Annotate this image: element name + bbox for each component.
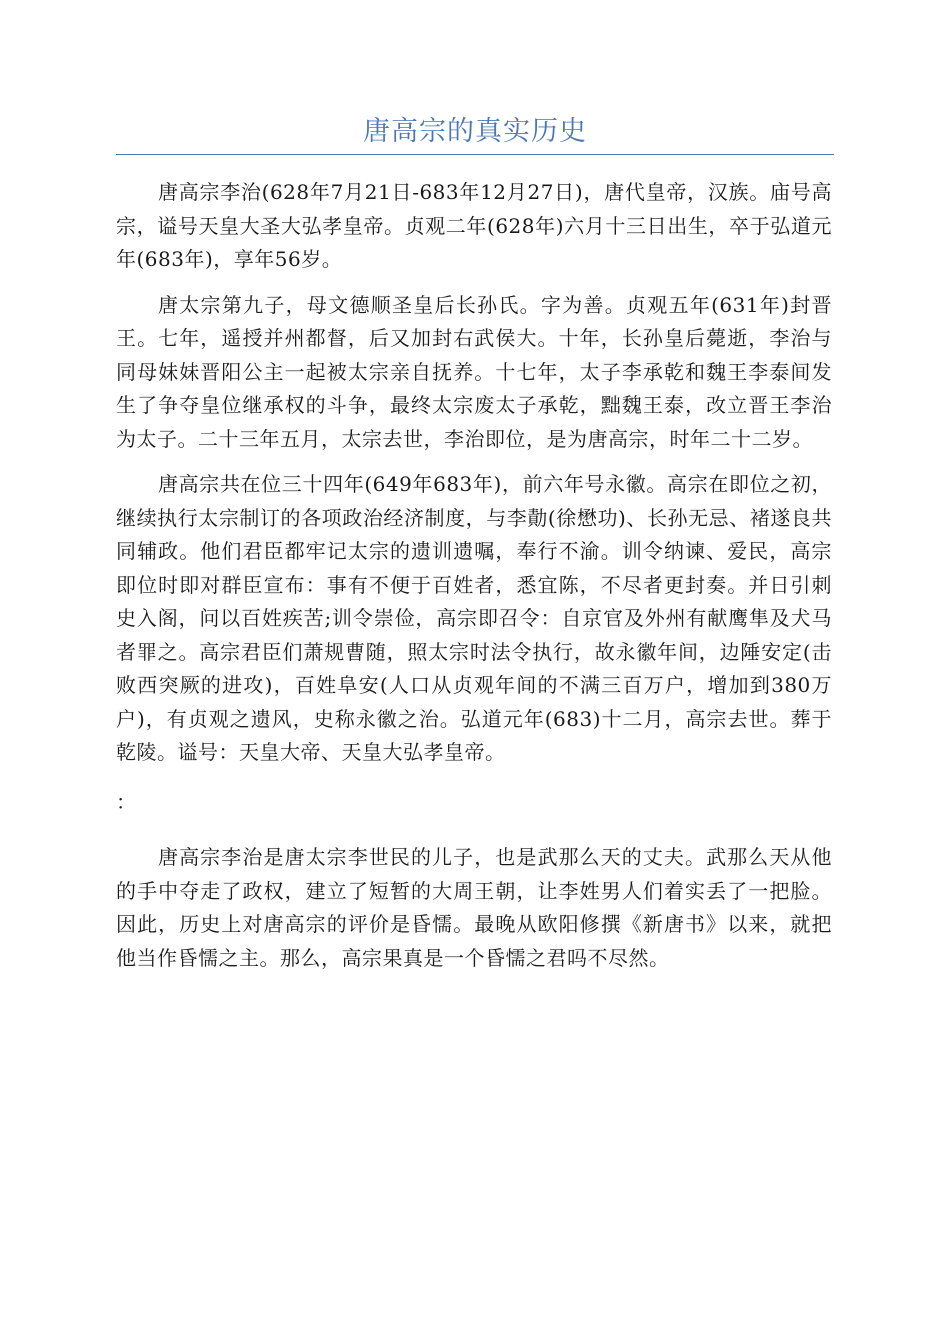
page-title: 唐高宗的真实历史 xyxy=(363,116,587,147)
separator-colon: ： xyxy=(116,789,137,814)
paragraph-3: 唐高宗共在位三十四年(649年683年)，前六年号永徽。高宗在即位之初，继续执行太宗制订的各项政治经济制度，与李勣(徐懋功)、长孙无忌、褚遂良共同辅政。他们君臣都牢记太宗的遗训遗嘱，奉行不渝。训令纳谏、爱民，高宗即位时即对群臣宣布：事有不便于百姓者，悉宜陈，不尽者更封奏。并日引刺史入阁，问以百姓疾苦;训令崇俭，高宗即召令：自京官及外州有献鹰隼及犬马者罪之。高宗君臣们萧规曹随，照太宗时法令执行，故永徽年间，边陲安定(击败西突厥的进攻)，百姓阜安(人口从贞观年间的不满三百万户，增加到380万户)，有贞观之遗风，史称永徽之治。弘道元年(683)十二月，高宗去世。葬于乾陵。谥号：天皇大帝、天皇大弘孝皇帝。 xyxy=(116,472,832,764)
document-body xyxy=(116,176,832,987)
paragraph-1: 唐高宗李治(628年7月21日-683年12月27日)，唐代皇帝，汉族。庙号高宗，谥号天皇大圣大弘孝皇帝。贞观二年(628年)六月十三日出生，卒于弘道元年(683年)，享年56岁。 xyxy=(116,180,832,271)
paragraph-2: 唐太宗第九子，母文德顺圣皇后长孙氏。字为善。贞观五年(631年)封晋王。七年，遥授并州都督，后又加封右武侯大。十年，长孙皇后薨逝，李治与同母妹妹晋阳公主一起被太宗亲自抚养。十七年，太子李承乾和魏王李泰间发生了争夺皇位继承权的斗争，最终太宗废太子承乾，黜魏王泰，改立晋王李治为太子。二十三年五月，太宗去世，李治即位，是为唐高宗，时年二十二岁。 xyxy=(116,292,832,451)
paragraph-4: 唐高宗李治是唐太宗李世民的儿子，也是武那么天的丈夫。武那么天从他的手中夺走了政权，建立了短暂的大周王朝，让李姓男人们着实丢了一把脸。因此，历史上对唐高宗的评价是昏懦。最晚从欧阳修撰《新唐书》以来，就把他当作昏懦之主。那么，高宗果真是一个昏懦之君吗不尽然。 xyxy=(116,845,832,970)
title-divider xyxy=(116,154,834,155)
